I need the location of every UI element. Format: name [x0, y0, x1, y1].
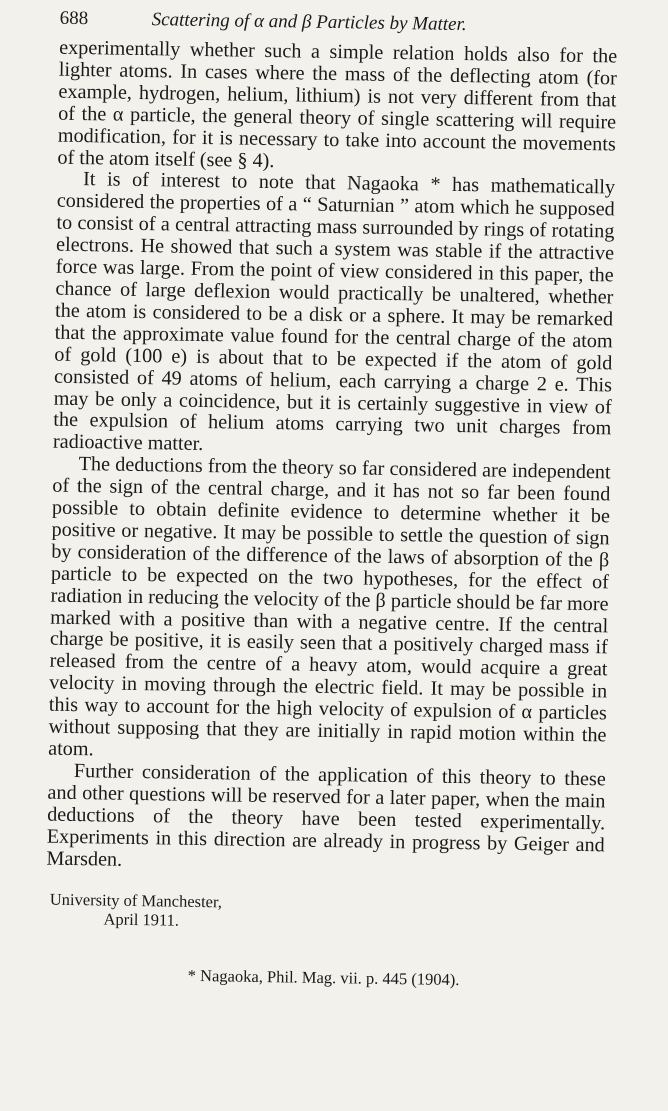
- paragraph-nagaoka: It is of interest to note that Nagaoka * has mathematically considered the properties of a “ Saturnian ” atom which he supposed to consist of a central attracting mass surrounded by rings of rotating electrons. He showed that such a system was stable if the attractive force was large. From the point of view considered in this paper, the chance of large deflexion would practically be unaltered, whether the atom is considered to be a disk or a sphere. It may be remarked that the approximate value found for the central charge of the atom of gold (100 e) is about that to be expected if the atom of gold consisted of 49 atoms of helium, each carrying a charge 2 e. This may be only a coincidence, but it is certainly suggestive in view of the expulsion of helium atoms carrying two unit charges from radioactive matter.: [52, 168, 616, 456]
- signature-block: [45, 890, 604, 937]
- page-number: 688: [59, 7, 89, 30]
- body-text: [46, 38, 617, 879]
- signature-date: April 1911.: [103, 909, 180, 931]
- signature-affiliation: University of Manchester,: [49, 890, 223, 912]
- paragraph-further-consideration: Further consideration of the application of this theory to these and other questions will be reserved for a later paper, when the main deductions of the theory have been tested experimentally. Experiments in this direction are already in progress by Geiger and Marsden.: [46, 759, 606, 871]
- running-title: Scattering of α and β Particles by Matter.: [151, 9, 467, 36]
- footnote: * Nagaoka, Phil. Mag. vii. p. 445 (1904).: [187, 966, 460, 990]
- paragraph-continuation: experimentally whether such a simple relation holds also for the lighter atoms. In cases where the mass of the deflecting atom (for example, hydrogen, helium, lithium) is not very different from that of the α particle, the general theory of single scattering will require modification, for it is necessary to take into account the movements of the atom itself (see § 4).: [57, 36, 618, 172]
- paragraph-central-charge-sign: The deductions from the theory so far considered are independent of the sign of the central charge, and it has not so far been found possible to obtain definite evidence to determine whether it be positive or negative. It may be possible to settle the question of sign by consideration of the difference of the laws of absorption of the β particle to be expected on the two hypotheses, for the effect of radiation in reducing the velocity of the β particle should be far more marked with a positive than with a negative centre. If the central charge be positive, it is easily seen that a positively charged mass if released from the centre of a heavy atom, would acquire a great velocity in moving through the electric field. It may be possible in this way to account for the high velocity of expulsion of α particles without supposing that they are initially in rapid motion within the atom.: [48, 453, 611, 761]
